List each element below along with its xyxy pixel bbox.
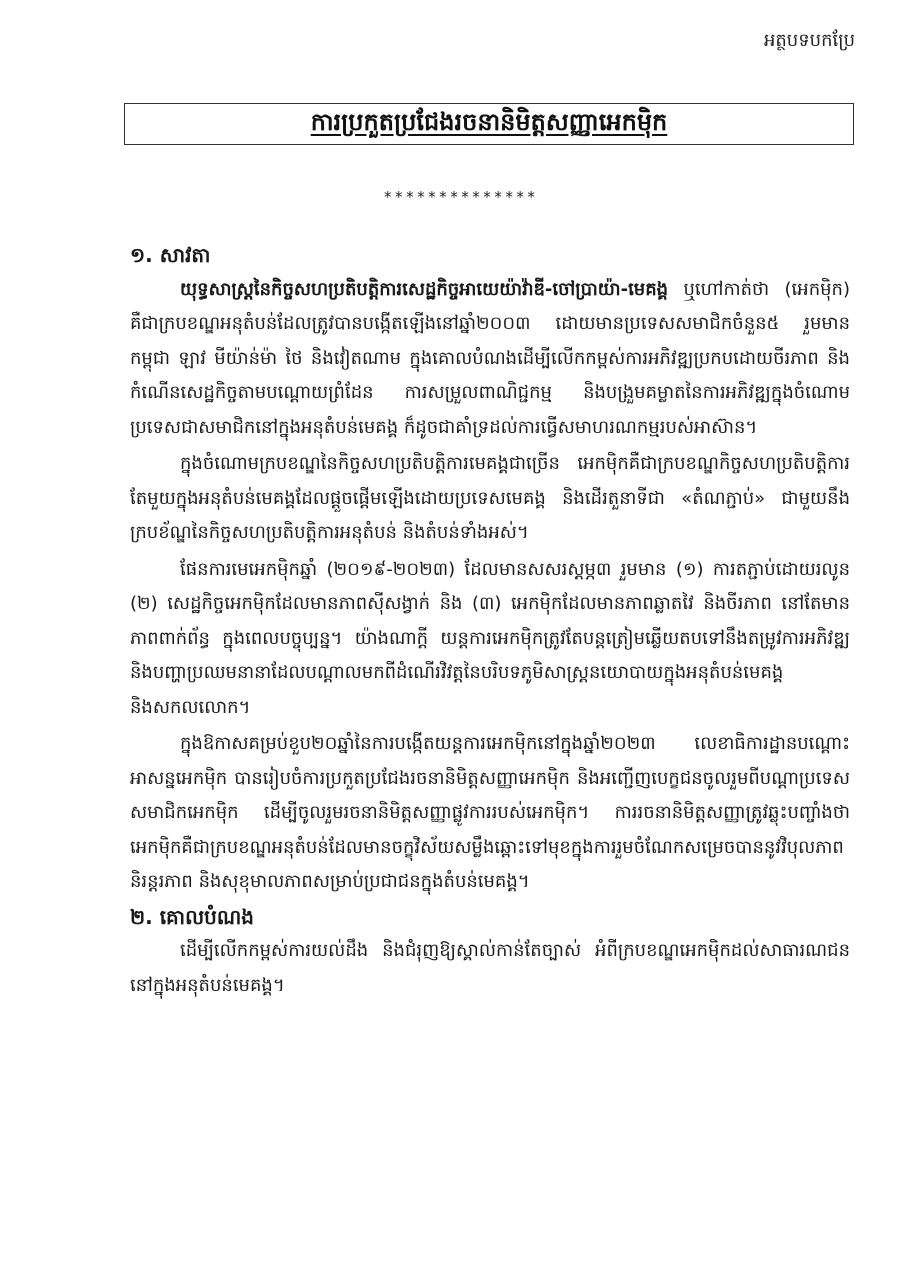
paragraph-background-4: [130, 727, 850, 900]
document-body: [130, 238, 850, 1003]
paragraph-text: ដើម្បីលើកកម្ពស់ការយល់ដឹង និងជំរុញឱ្យស្គាល់កាន់តែច្បាស់ អំពីក្របខណ្ឌអេកម៉ិកដល់សាធារណជននៅក្នុងអនុតំបន់មេគង្គ។: [130, 940, 850, 996]
document-title: ការប្រកួតប្រជែងរចនានិមិត្តសញ្ញាអេកម៉ិក: [310, 107, 668, 136]
title-box: [124, 103, 854, 145]
paragraph-background-1: [130, 273, 850, 446]
separator: **************: [383, 188, 538, 206]
paragraph-background-2: [130, 447, 850, 551]
paragraph-objective-1: [130, 934, 850, 1003]
paragraph-text: ក្នុងចំណោមក្របខណ្ឌនៃកិច្ចសហប្រតិបត្តិការមេគង្គជាច្រើន អេកម៉ិកគឺជាក្របខណ្ឌកិច្ចសហប្រតិបត្តិការតែមួយក្នុងអនុតំបន់មេគង្គដែលផ្តួចផ្តើមឡើងដោយប្រទេសមេគង្គ និងដើរតួនាទីជា «តំណភ្ជាប់» ជាមួយនឹងក្របខ័ណ្ឌនៃកិច្ចសហប្រតិបត្តិការអនុតំបន់ និងតំបន់ទាំងអស់។: [130, 453, 850, 543]
translation-note: អត្ថបទបកប្រែ: [763, 30, 855, 51]
paragraph-text: ផែនការមេអេកម៉ិកឆ្នាំ (២០១៩-២០២៣) ដែលមានសសរស្តម្ភ៣ រួមមាន (១) ការតភ្ជាប់ដោយរលូន (២) សេដ្ឋកិច្ចអេកម៉ិកដែលមានភាពស៊ីសង្វាក់ និង (៣) អេកម៉ិកដែលមានភាពឆ្លាតវៃ និងចីរភាព នៅតែមានភាពពាក់ព័ន្ធ ក្នុងពេលបច្ចុប្បន្ន។ យ៉ាងណាក្តី យន្តការអេកម៉ិកត្រូវតែបន្តត្រៀមឆ្លើយតបទៅនឹងតម្រូវការអភិវឌ្ឍ និងបញ្ហាប្រឈមនានាដែលបណ្តាលមកពីដំណើរវិវត្តនៃបរិបទភូមិសាស្ត្រនយោបាយក្នុងអនុតំបន់មេគង្គ និងសកលលោក។: [130, 558, 850, 718]
paragraph-text: ក្នុងឱកាសគម្រប់ខួប២០ឆ្នាំនៃការបង្កើតយន្តការអេកម៉ិកនៅក្នុងឆ្នាំ២០២៣ លេខាធិការដ្ឋានបណ្តោះអាសន្នអេកម៉ិក បានរៀបចំការប្រកួតប្រជែងរចនានិមិត្តសញ្ញាអេកម៉ិក និងអញ្ជើញបេក្ខជនចូលរួមពីបណ្តាប្រទេសសមាជិកអេកម៉ិក ដើម្បីចូលរួមរចនានិមិត្តសញ្ញាផ្លូវការរបស់អេកម៉ិក។ ការរចនានិមិត្តសញ្ញាត្រូវឆ្លុះបញ្ចាំងថា អេកម៉ិកគឺជាក្របខណ្ឌអនុតំបន់ដែលមានចក្ខុវិស័យសម្លឹងឆ្ពោះទៅមុខក្នុងការរួមចំណែកសម្រេចបាននូវវិបុលភាព និរន្តរភាព និងសុខុមាលភាពសម្រាប់ប្រជាជនក្នុងតំបន់មេគង្គ។: [130, 733, 850, 892]
strategy-name: យុទ្ធសាស្ត្រនៃកិច្ចសហប្រតិបត្តិការសេដ្ឋកិច្ចអាយេយ៉ាវ៉ាឌី-ចៅប្រាយ៉ា-មេគង្គ: [180, 278, 669, 300]
paragraph-text: ឬហៅកាត់ថា (អេកម៉ិក) គឺជាក្របខណ្ឌអនុតំបន់ដែលត្រូវបានបង្កើតឡើងនៅឆ្នាំ២០០៣ ដោយមានប្រទេសសមាជិកចំនួន៥ រួមមាន កម្ពុជា ឡាវ មីយ៉ាន់ម៉ា ថៃ និងវៀតណាម ក្នុងគោលបំណងដើម្បីលើកកម្ពស់ការអភិវឌ្ឍប្រកបដោយចីរភាព និងកំណើនសេដ្ឋកិច្ចតាមបណ្តោយព្រំដែន ការសម្រួលពាណិជ្ជកម្ម និងបង្រួមគម្លាតនៃការអភិវឌ្ឍក្នុងចំណោមប្រទេសជាសមាជិកនៅក្នុងអនុតំបន់មេគង្គ ក៏ដូចជាគាំទ្រដល់ការធ្វើសមាហរណកម្មរបស់អាស៊ាន។: [130, 278, 850, 438]
section-heading-background: ១. សាវតា: [130, 243, 211, 267]
paragraph-background-3: [130, 553, 850, 726]
section-heading-objective: ២. គោលបំណង: [130, 904, 254, 929]
